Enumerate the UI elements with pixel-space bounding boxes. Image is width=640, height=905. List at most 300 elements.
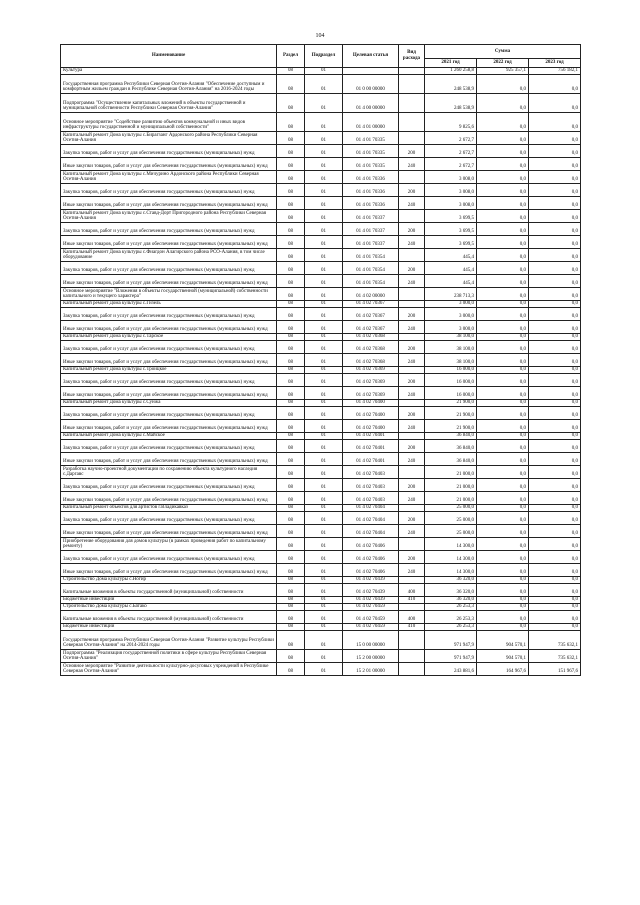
cell-2021: 971 947,9 <box>425 631 477 650</box>
col-header-name: Наименование <box>61 45 277 68</box>
cell-target: 01 4 02 70367 <box>343 308 399 321</box>
table-row <box>61 288 581 301</box>
cell-subsection: 01 <box>305 341 343 354</box>
cell-2023: 0,0 <box>529 453 581 466</box>
cell-section: 08 <box>277 631 305 650</box>
cell-section: 08 <box>277 334 305 341</box>
cell-expense-type <box>399 631 425 650</box>
cell-target: 01 4 02 70368 <box>343 334 399 341</box>
cell-expense-type <box>399 113 425 132</box>
cell-target: 01 4 02 70439 <box>343 584 399 597</box>
cell-expense-type <box>399 132 425 145</box>
cell-section: 08 <box>277 663 305 676</box>
cell-subsection: 01 <box>305 308 343 321</box>
cell-name: Бюджетные инвестиции <box>61 597 277 604</box>
cell-target: 01 4 02 70401 <box>343 433 399 440</box>
cell-2023: 0,0 <box>529 505 581 512</box>
table-row <box>61 197 581 210</box>
cell-section: 08 <box>277 479 305 492</box>
table-row <box>61 249 581 262</box>
cell-section: 08 <box>277 604 305 611</box>
cell-target: 01 4 01 70335 <box>343 145 399 158</box>
cell-subsection: 01 <box>305 564 343 577</box>
table-row <box>61 663 581 676</box>
cell-target: 15 2 00 00000 <box>343 650 399 663</box>
cell-expense-type <box>399 604 425 611</box>
cell-subsection: 01 <box>305 631 343 650</box>
col-header-subsection: Подраздел <box>305 45 343 68</box>
cell-2023: 0,0 <box>529 479 581 492</box>
cell-name: Государственная программа Республики Северная Осетия-Алания "Развитие культуры Республики Северная Осетия-Алания" на 2014-2024 годы <box>61 631 277 650</box>
table-row <box>61 604 581 611</box>
cell-subsection: 01 <box>305 584 343 597</box>
cell-2021: 3 000,0 <box>425 308 477 321</box>
cell-section: 08 <box>277 94 305 113</box>
cell-subsection: 01 <box>305 611 343 624</box>
cell-2022: 0,0 <box>477 275 529 288</box>
cell-2023: 0,0 <box>529 197 581 210</box>
cell-2021: 16 000,0 <box>425 374 477 387</box>
cell-2021: 25 000,0 <box>425 505 477 512</box>
cell-2022: 0,0 <box>477 525 529 538</box>
table-row <box>61 611 581 624</box>
cell-name: Закупка товаров, работ и услуг для обеспечения государственных (муниципальных) нужд <box>61 262 277 275</box>
cell-2021: 36 320,0 <box>425 597 477 604</box>
cell-2021: 14 300,0 <box>425 551 477 564</box>
cell-expense-type <box>399 367 425 374</box>
cell-2023: 0,0 <box>529 577 581 584</box>
cell-target: 01 4 02 70400 <box>343 400 399 407</box>
cell-2021: 238 713,3 <box>425 288 477 301</box>
cell-2022: 0,0 <box>477 374 529 387</box>
cell-name: Капитальный ремонт Дома культуры с.Майское <box>61 433 277 440</box>
cell-target: 01 4 02 70367 <box>343 321 399 334</box>
cell-2022: 0,0 <box>477 210 529 223</box>
cell-section: 08 <box>277 145 305 158</box>
cell-section: 08 <box>277 262 305 275</box>
cell-2021: 1 260 258,8 <box>425 68 477 75</box>
cell-subsection: 01 <box>305 334 343 341</box>
cell-expense-type <box>399 94 425 113</box>
cell-section: 08 <box>277 407 305 420</box>
col-header-target: Целевая статья <box>343 45 399 68</box>
table-row <box>61 75 581 94</box>
cell-section: 08 <box>277 611 305 624</box>
cell-2022: 0,0 <box>477 624 529 631</box>
cell-subsection: 01 <box>305 650 343 663</box>
cell-2023: 0,0 <box>529 308 581 321</box>
cell-subsection: 01 <box>305 354 343 367</box>
table-row <box>61 538 581 551</box>
cell-target: 01 4 00 00000 <box>343 94 399 113</box>
cell-2023: 0,0 <box>529 301 581 308</box>
cell-expense-type <box>399 334 425 341</box>
cell-name: Закупка товаров, работ и услуг для обеспечения государственных (муниципальных) нужд <box>61 145 277 158</box>
cell-target: 01 0 00 00000 <box>343 75 399 94</box>
cell-subsection: 01 <box>305 184 343 197</box>
cell-target: 01 4 02 70459 <box>343 624 399 631</box>
cell-2021: 3 008,0 <box>425 171 477 184</box>
col-header-2023: 2023 год <box>529 59 581 68</box>
table-row <box>61 223 581 236</box>
cell-2023: 0,0 <box>529 597 581 604</box>
cell-expense-type: 410 <box>399 597 425 604</box>
cell-2022: 0,0 <box>477 551 529 564</box>
cell-2021: 21 900,0 <box>425 407 477 420</box>
cell-2022: 0,0 <box>477 420 529 433</box>
cell-name: Закупка товаров, работ и услуг для обеспечения государственных (муниципальных) нужд <box>61 551 277 564</box>
cell-name: Иные закупки товаров, работ и услуг для обеспечения государственных (муниципальных) нужд <box>61 236 277 249</box>
cell-name: Подпрограмма "Реализация государственной политики в сфере культуры Республики Северная Осетия-Алания" <box>61 650 277 663</box>
cell-section: 08 <box>277 68 305 75</box>
cell-name: Иные закупки товаров, работ и услуг для обеспечения государственных (муниципальных) нужд <box>61 158 277 171</box>
cell-expense-type <box>399 249 425 262</box>
table-row <box>61 624 581 631</box>
cell-2021: 2 672,7 <box>425 145 477 158</box>
cell-name: Закупка товаров, работ и услуг для обеспечения государственных (муниципальных) нужд <box>61 407 277 420</box>
cell-target: 01 4 02 70439 <box>343 577 399 584</box>
cell-2021: 21 900,0 <box>425 420 477 433</box>
cell-section: 08 <box>277 525 305 538</box>
cell-2023: 0,0 <box>529 538 581 551</box>
cell-expense-type: 400 <box>399 584 425 597</box>
cell-expense-type: 240 <box>399 525 425 538</box>
cell-expense-type: 200 <box>399 308 425 321</box>
cell-section: 08 <box>277 236 305 249</box>
cell-name: Иные закупки товаров, работ и услуг для обеспечения государственных (муниципальных) нужд <box>61 197 277 210</box>
cell-section: 08 <box>277 367 305 374</box>
cell-section: 08 <box>277 184 305 197</box>
table-row <box>61 407 581 420</box>
cell-target: 01 4 02 70401 <box>343 453 399 466</box>
cell-subsection: 01 <box>305 525 343 538</box>
cell-2023: 0,0 <box>529 611 581 624</box>
cell-2022: 0,0 <box>477 512 529 525</box>
cell-subsection: 01 <box>305 453 343 466</box>
cell-2023: 0,0 <box>529 184 581 197</box>
cell-target: 01 4 02 70368 <box>343 354 399 367</box>
cell-section: 08 <box>277 453 305 466</box>
cell-2022: 0,0 <box>477 334 529 341</box>
cell-2023: 735 632,1 <box>529 650 581 663</box>
cell-subsection: 01 <box>305 197 343 210</box>
cell-target: 01 4 01 70337 <box>343 223 399 236</box>
table-row <box>61 145 581 158</box>
cell-target: 01 4 01 70354 <box>343 249 399 262</box>
cell-name: Капитальный ремонт Дома культуры с.Фиагдон Алагирского района РСО-Алания, в том числе оборудование <box>61 249 277 262</box>
cell-section: 08 <box>277 538 305 551</box>
cell-2023: 0,0 <box>529 288 581 301</box>
cell-name: Капитальный ремонт Дома культуры с.Ставд-Дорт Пригородного района Республики Северная Осетия-Алания <box>61 210 277 223</box>
table-row <box>61 171 581 184</box>
cell-2021: 3 000,0 <box>425 321 477 334</box>
table-row <box>61 400 581 407</box>
cell-2022: 904 570,1 <box>477 631 529 650</box>
cell-target: 01 4 01 00000 <box>343 113 399 132</box>
cell-name: Капитальные вложения в объекты государственной (муниципальной) собственности <box>61 611 277 624</box>
cell-expense-type: 200 <box>399 223 425 236</box>
cell-2023: 0,0 <box>529 145 581 158</box>
cell-expense-type <box>399 75 425 94</box>
cell-target: 01 4 02 70439 <box>343 597 399 604</box>
cell-name: Закупка товаров, работ и услуг для обеспечения государственных (муниципальных) нужд <box>61 512 277 525</box>
cell-2021: 3 008,0 <box>425 184 477 197</box>
cell-2022: 0,0 <box>477 308 529 321</box>
cell-subsection: 01 <box>305 367 343 374</box>
cell-2022: 0,0 <box>477 479 529 492</box>
cell-expense-type: 200 <box>399 262 425 275</box>
cell-subsection: 01 <box>305 223 343 236</box>
cell-target: 01 4 02 70403 <box>343 492 399 505</box>
cell-expense-type: 410 <box>399 624 425 631</box>
table-row <box>61 158 581 171</box>
cell-name: Закупка товаров, работ и услуг для обеспечения государственных (муниципальных) нужд <box>61 479 277 492</box>
cell-subsection: 01 <box>305 400 343 407</box>
cell-2023: 756 182,1 <box>529 68 581 75</box>
cell-2021: 445,4 <box>425 262 477 275</box>
cell-subsection: 01 <box>305 440 343 453</box>
cell-2022: 904 570,1 <box>477 650 529 663</box>
cell-2022: 0,0 <box>477 288 529 301</box>
table-row <box>61 113 581 132</box>
cell-2022: 0,0 <box>477 301 529 308</box>
cell-section: 08 <box>277 275 305 288</box>
cell-target: 01 4 01 70336 <box>343 184 399 197</box>
cell-section: 08 <box>277 400 305 407</box>
cell-expense-type: 240 <box>399 275 425 288</box>
cell-target: 01 4 02 70369 <box>343 367 399 374</box>
cell-2022: 164 967,6 <box>477 663 529 676</box>
cell-2023: 0,0 <box>529 94 581 113</box>
cell-expense-type: 200 <box>399 145 425 158</box>
cell-2022: 0,0 <box>477 249 529 262</box>
cell-2023: 0,0 <box>529 604 581 611</box>
cell-2021: 3 008,0 <box>425 197 477 210</box>
cell-section: 08 <box>277 197 305 210</box>
cell-name: Иные закупки товаров, работ и услуг для обеспечения государственных (муниципальных) нужд <box>61 354 277 367</box>
cell-2023: 0,0 <box>529 512 581 525</box>
cell-2022: 0,0 <box>477 171 529 184</box>
cell-2022: 0,0 <box>477 223 529 236</box>
table-row <box>61 584 581 597</box>
cell-2021: 25 000,0 <box>425 512 477 525</box>
cell-section: 08 <box>277 288 305 301</box>
cell-expense-type <box>399 663 425 676</box>
cell-2022: 925 357,1 <box>477 68 529 75</box>
cell-2022: 0,0 <box>477 354 529 367</box>
cell-target: 01 4 01 70335 <box>343 158 399 171</box>
cell-expense-type: 400 <box>399 611 425 624</box>
cell-2021: 2 672,7 <box>425 132 477 145</box>
cell-subsection: 01 <box>305 551 343 564</box>
cell-expense-type: 240 <box>399 321 425 334</box>
table-row <box>61 512 581 525</box>
cell-2022: 0,0 <box>477 492 529 505</box>
cell-expense-type <box>399 68 425 75</box>
cell-target: 01 4 02 70406 <box>343 551 399 564</box>
cell-subsection: 01 <box>305 113 343 132</box>
table-row <box>61 184 581 197</box>
page-number: 104 <box>315 33 325 39</box>
table-row <box>61 321 581 334</box>
cell-section: 08 <box>277 132 305 145</box>
cell-target: 01 4 01 70336 <box>343 197 399 210</box>
table-row <box>61 597 581 604</box>
cell-2023: 0,0 <box>529 158 581 171</box>
cell-2021: 25 000,0 <box>425 525 477 538</box>
table-row <box>61 354 581 367</box>
cell-subsection: 01 <box>305 420 343 433</box>
cell-subsection: 01 <box>305 512 343 525</box>
cell-2021: 38 100,0 <box>425 354 477 367</box>
cell-expense-type <box>399 538 425 551</box>
cell-subsection: 01 <box>305 94 343 113</box>
cell-2021: 9 825,6 <box>425 113 477 132</box>
cell-2021: 3 699,5 <box>425 236 477 249</box>
cell-2023: 0,0 <box>529 400 581 407</box>
cell-name: Разработка научно-проектной документации по сохранению объекта культурного наследия с.Даргавс <box>61 466 277 479</box>
cell-target: 01 4 01 70337 <box>343 210 399 223</box>
cell-subsection: 01 <box>305 262 343 275</box>
cell-name: Иные закупки товаров, работ и услуг для обеспечения государственных (муниципальных) нужд <box>61 525 277 538</box>
cell-expense-type: 200 <box>399 184 425 197</box>
table-row <box>61 301 581 308</box>
cell-2022: 0,0 <box>477 466 529 479</box>
cell-name: Закупка товаров, работ и услуг для обеспечения государственных (муниципальных) нужд <box>61 223 277 236</box>
cell-2023: 0,0 <box>529 321 581 334</box>
cell-name: Капитальный ремонт объектов для артистов г.Владикавказ <box>61 505 277 512</box>
cell-name: Капитальный ремонт Дома культуры с.Мичурино Ардонского района Республики Северная Осетия-Алания <box>61 171 277 184</box>
cell-name: Бюджетные инвестиции <box>61 624 277 631</box>
cell-2023: 0,0 <box>529 387 581 400</box>
cell-2023: 735 632,1 <box>529 631 581 650</box>
cell-2023: 0,0 <box>529 249 581 262</box>
table-row <box>61 132 581 145</box>
cell-section: 08 <box>277 171 305 184</box>
cell-2022: 0,0 <box>477 184 529 197</box>
cell-expense-type: 240 <box>399 420 425 433</box>
cell-subsection: 01 <box>305 604 343 611</box>
cell-2022: 0,0 <box>477 407 529 420</box>
cell-expense-type <box>399 171 425 184</box>
cell-target: 01 4 01 70354 <box>343 262 399 275</box>
table-row <box>61 341 581 354</box>
cell-subsection: 01 <box>305 663 343 676</box>
cell-name: Закупка товаров, работ и услуг для обеспечения государственных (муниципальных) нужд <box>61 341 277 354</box>
cell-2023: 0,0 <box>529 223 581 236</box>
cell-expense-type <box>399 505 425 512</box>
cell-expense-type: 200 <box>399 512 425 525</box>
budget-table <box>60 44 581 676</box>
cell-2022: 0,0 <box>477 505 529 512</box>
cell-section: 08 <box>277 387 305 400</box>
cell-target: 01 4 02 70368 <box>343 341 399 354</box>
cell-2022: 0,0 <box>477 597 529 604</box>
cell-target: 15 0 00 00000 <box>343 631 399 650</box>
cell-section: 08 <box>277 577 305 584</box>
cell-section: 08 <box>277 433 305 440</box>
cell-name: Культура <box>61 68 277 75</box>
table-row <box>61 564 581 577</box>
cell-2022: 0,0 <box>477 604 529 611</box>
cell-expense-type: 240 <box>399 354 425 367</box>
cell-target: 01 4 02 70403 <box>343 466 399 479</box>
cell-2023: 0,0 <box>529 551 581 564</box>
cell-2023: 0,0 <box>529 466 581 479</box>
cell-expense-type <box>399 650 425 663</box>
cell-section: 08 <box>277 420 305 433</box>
cell-name: Закупка товаров, работ и услуг для обеспечения государственных (муниципальных) нужд <box>61 374 277 387</box>
cell-2021: 445,4 <box>425 275 477 288</box>
cell-target: 01 4 02 70367 <box>343 301 399 308</box>
cell-subsection: 01 <box>305 407 343 420</box>
cell-section: 08 <box>277 564 305 577</box>
cell-2023: 0,0 <box>529 624 581 631</box>
table-row <box>61 387 581 400</box>
cell-2023: 0,0 <box>529 354 581 367</box>
cell-name: Иные закупки товаров, работ и услуг для обеспечения государственных (муниципальных) нужд <box>61 321 277 334</box>
cell-subsection: 01 <box>305 275 343 288</box>
cell-2021: 445,4 <box>425 249 477 262</box>
table-row <box>61 420 581 433</box>
table-row <box>61 308 581 321</box>
cell-expense-type <box>399 210 425 223</box>
cell-2021: 21 000,0 <box>425 479 477 492</box>
cell-name: Строительство Дома культуры с.Ногир <box>61 577 277 584</box>
cell-name: Закупка товаров, работ и услуг для обеспечения государственных (муниципальных) нужд <box>61 308 277 321</box>
cell-name: Иные закупки товаров, работ и услуг для обеспечения государственных (муниципальных) нужд <box>61 387 277 400</box>
cell-section: 08 <box>277 321 305 334</box>
cell-2023: 0,0 <box>529 525 581 538</box>
cell-section: 08 <box>277 374 305 387</box>
cell-subsection: 01 <box>305 624 343 631</box>
table-row <box>61 466 581 479</box>
table-row <box>61 505 581 512</box>
cell-name: Подпрограмма "Осуществление капитальных вложений в объекты государственной и муниципальной собственности Республики Северная Осетия-Алания" <box>61 94 277 113</box>
table-row <box>61 262 581 275</box>
table-row <box>61 68 581 75</box>
cell-2023: 0,0 <box>529 132 581 145</box>
cell-section: 08 <box>277 158 305 171</box>
table-row <box>61 433 581 440</box>
cell-2022: 0,0 <box>477 158 529 171</box>
cell-name: Иные закупки товаров, работ и услуг для обеспечения государственных (муниципальных) нужд <box>61 564 277 577</box>
cell-target: 01 4 02 00000 <box>343 288 399 301</box>
table-row <box>61 94 581 113</box>
table-body <box>61 68 581 676</box>
cell-expense-type: 200 <box>399 479 425 492</box>
cell-2021: 26 253,3 <box>425 624 477 631</box>
cell-subsection: 01 <box>305 68 343 75</box>
cell-name: Капитальный ремонт Дома культуры с.Тарское <box>61 334 277 341</box>
table-row <box>61 631 581 650</box>
table-row <box>61 479 581 492</box>
cell-2022: 0,0 <box>477 75 529 94</box>
cell-subsection: 01 <box>305 433 343 440</box>
cell-expense-type: 200 <box>399 551 425 564</box>
col-header-2021: 2021 год <box>425 59 477 68</box>
cell-subsection: 01 <box>305 505 343 512</box>
cell-2021: 248 538,9 <box>425 75 477 94</box>
cell-section: 08 <box>277 440 305 453</box>
cell-2021: 36 320,0 <box>425 577 477 584</box>
cell-subsection: 01 <box>305 288 343 301</box>
cell-section: 08 <box>277 466 305 479</box>
cell-name: Основное мероприятие "Содействие развитию объектов коммунальной и иных видов инфраструктуры государственной и муниципальной собственности" <box>61 113 277 132</box>
cell-2021: 243 881,6 <box>425 663 477 676</box>
cell-2021: 16 000,0 <box>425 367 477 374</box>
cell-section: 08 <box>277 492 305 505</box>
